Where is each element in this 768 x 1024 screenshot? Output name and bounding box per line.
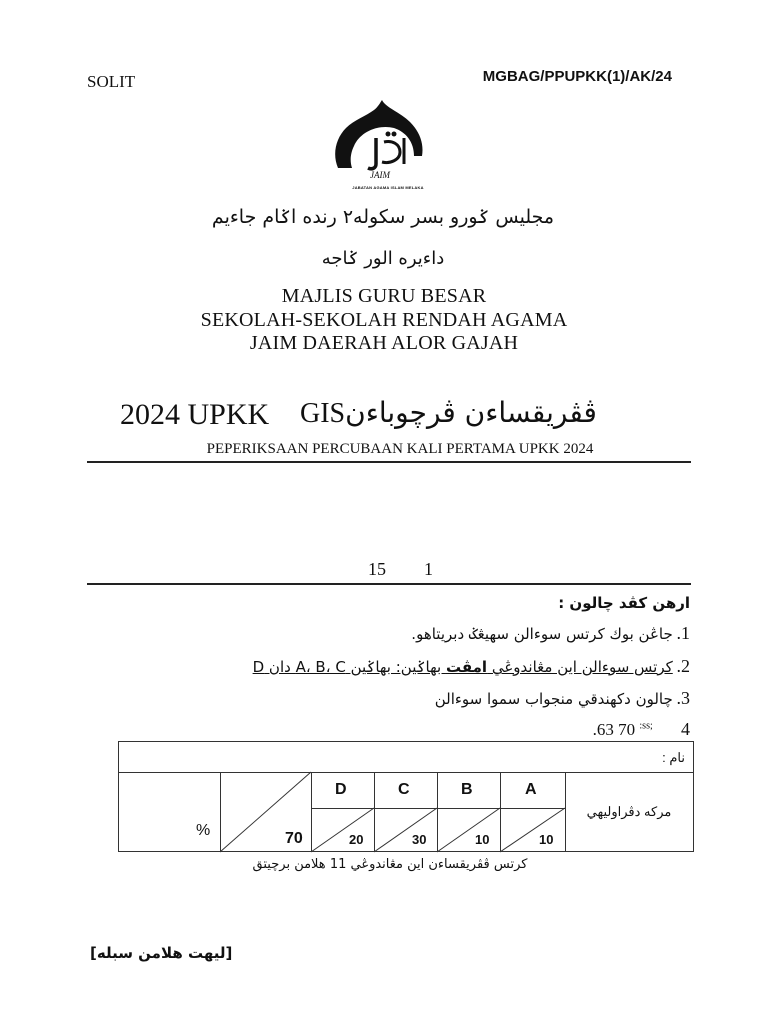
section-label-a: A <box>525 781 537 798</box>
document-code: MGBAG/PPUPKK(1)/AK/24 <box>482 68 672 85</box>
total-marks: 70 <box>285 830 303 847</box>
turn-page-note: [ليهت هلامن سبله] <box>90 944 233 962</box>
instruction-number: .3 <box>676 688 690 708</box>
jawi-header-line2: داءيره الور ݢاجه <box>321 248 445 269</box>
divider-top <box>87 461 691 463</box>
instruction-number: .2 <box>676 656 690 676</box>
marks-obtained-label: مركه دڤراوليهي <box>586 804 672 819</box>
instruction-number: 4 <box>681 719 690 739</box>
section-mark-b: 10 <box>475 832 490 847</box>
document-status: SOLIT <box>87 72 136 91</box>
org-line2: SEKOLAH-SEKOLAH RENDAH AGAMA <box>200 309 568 331</box>
instruction-text: جاڠن بوك كرتس سوءالن سهيڠݢ دبريتاهو. <box>411 625 673 643</box>
page-count-caption: كرتس ڤڤريقساءن اين مڠاندوڠي 11 هلامن برچيتق <box>252 857 528 872</box>
info-number-b: 1 <box>424 559 433 579</box>
exam-subtitle: PEPERIKSAAN PERCUBAAN KALI PERTAMA UPKK 2024 <box>206 441 594 457</box>
section-mark-c: 30 <box>412 832 427 847</box>
emphasis-text: امڤت <box>445 658 488 676</box>
divider-middle <box>87 583 691 585</box>
subject-code: GIS <box>300 398 346 429</box>
section-mark-a: 10 <box>539 832 554 847</box>
name-label: نام : <box>662 750 685 765</box>
instruction-text: .63 70 <box>592 720 636 739</box>
instruction-item-2 <box>253 656 690 677</box>
logo-subtext: JABATAN AGAMA ISLAM MELAKA <box>352 185 424 190</box>
exam-title-jawi: ڤڤريقساءن ڤرچوباءن <box>345 396 597 429</box>
info-number-a: 15 <box>368 559 386 579</box>
instruction-number: .1 <box>676 623 690 643</box>
svg-text:JAIM: JAIM <box>370 170 390 180</box>
instruction-note: :ss; <box>639 720 653 732</box>
exam-title-right <box>300 396 597 430</box>
instruction-item-4 <box>593 719 690 740</box>
instructions-heading: ارهن كڤد چالون : <box>558 594 690 612</box>
section-label-c: C <box>398 781 410 798</box>
section-label-b: B <box>461 781 473 798</box>
instruction-text: كرتس سوءالن اين مڠاندوڠي امڤت بهاݢين: بهاݢين A، B، C دان D <box>252 658 673 676</box>
instruction-text: چالون دكهندقي منجواب سموا سوءالن <box>434 690 673 708</box>
jaim-logo <box>330 98 432 196</box>
org-line3: JAIM DAERAH ALOR GAJAH <box>249 332 519 354</box>
jawi-header-line1: مجليس ݢورو بسر سكوله٢ رنده اݢام جاءيم <box>211 206 555 228</box>
instruction-item-1 <box>411 623 690 644</box>
org-line1: MAJLIS GURU BESAR <box>281 285 487 307</box>
percent-label: % <box>196 822 211 839</box>
instruction-item-3 <box>435 688 690 709</box>
marks-table <box>118 741 694 852</box>
section-label-d: D <box>335 781 347 798</box>
exam-title-left: 2024 UPKK <box>120 398 270 431</box>
section-mark-d: 20 <box>349 832 364 847</box>
